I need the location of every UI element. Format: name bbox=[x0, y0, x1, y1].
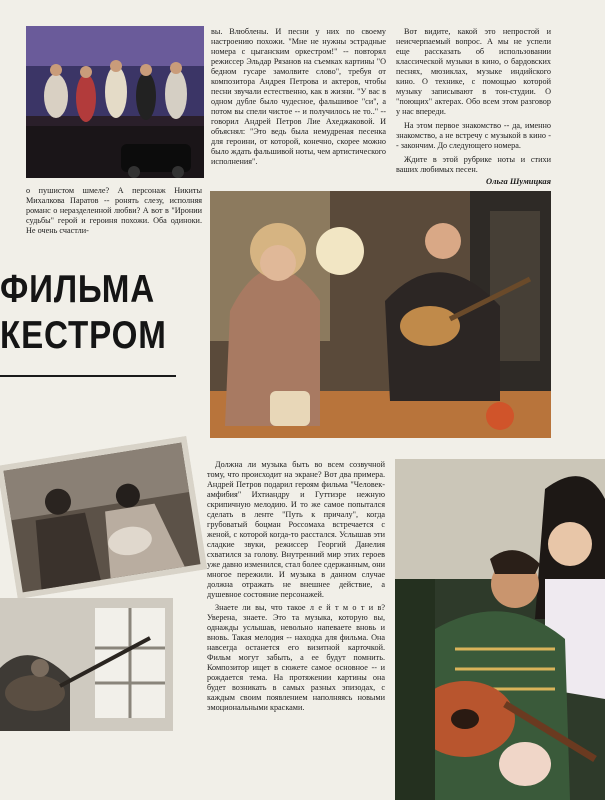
author-signature: Ольга Шумицкая bbox=[485, 176, 551, 186]
headline-line-1: ФИЛЬМА bbox=[0, 268, 156, 311]
paragraph: Вот видите, какой это непростой и неисчерпаемый вопрос. А мы не успели еще рассказать об использовании классической музыки в кино, о бардовских песнях, мюзиклах, музыке индийского кино. О технике, с помощью которой музыку записывают в тон-студии. О "поющих" актерах. Обо всем этом разговор у нас впереди. bbox=[396, 27, 551, 116]
gypsy-musicians-photo bbox=[0, 436, 207, 599]
stage-scene-photo bbox=[26, 26, 204, 178]
headline-line-2: КЕСТРОМ bbox=[0, 314, 167, 357]
article-column-top-right bbox=[396, 27, 551, 175]
hussar-guitar-photo bbox=[395, 459, 605, 800]
guitar-window-photo bbox=[0, 598, 173, 731]
paragraph: Ждите в этой рубрике ноты и стихи ваших любимых песен. bbox=[396, 155, 551, 174]
article-column-left-top bbox=[26, 186, 202, 236]
article-column-top-middle bbox=[211, 27, 386, 167]
paragraph: Должна ли музыка быть во всем созвучной тому, что происходит на экране? Вот два примера. Андрей Петров подарил героям фильма "Человек-амфибия" Ихтиандру и Гуттиэре нежную скрипичную мелодию. И то же самое попытался сделать в ленте "Путь к причалу", когда грубоватый боцман Россомаха встречается с женой, с которой когда-то расстался. Услышав эти сладкие звуки, режиссер Георгий Данелия схватился за голову. Внутренний мир этих героев уже давно изменился, стал более сдержанным, они многое пережили. И музыка в данном случае должна отражать не внешнее действие, а душевное состояние персонажей. bbox=[207, 460, 385, 599]
paragraph: о пушистом шмеле? А персонаж Никиты Михалкова Паратов -- ронять слезу, исполняя романс о неразделенной любви? А вот в "Иронии судьбы" герой и героиня похожи. Оба одиноки. Не очень счастли- bbox=[26, 186, 202, 235]
paragraph: На этом первое знакомство -- да, именно знакомство, а не встречу с музыкой в кино -- закончим. До следующего номера. bbox=[396, 121, 551, 150]
article-column-bottom-middle bbox=[207, 460, 385, 713]
headline-rule bbox=[0, 375, 176, 377]
paragraph: Знаете ли вы, что такое л е й т м о т и в? Уверена, знаете. Это та музыка, которую вы, однажды услышав, невольно напеваете вновь и вновь. Такая мелодия -- находка для фильма. Она навсегда останется его визитной карточкой. Фильм могут забыть, а ее будут помнить. Композитор ищет в сюжете самое основное -- и рождается тема. На протяжении картины она будет возникать в самых разных эпизодах, с каждым своим появлением наполняясь новыми эмоциональными красками. bbox=[207, 603, 385, 712]
guitar-duet-photo bbox=[210, 191, 551, 438]
paragraph: вы. Влюблены. И песни у них по своему настроению похожи. "Мне не нужны эстрадные номера с цыганским оркестром!" -- повторял режиссер Эльдар Рязанов на съемках картины "О бедном гусаре замолвите слово", требуя от композитора Андрея Петрова и актеров, чтобы песни звучали естественно, как в жизни. "У вас в одном дубле было чудесное, фальшивое "си", а потом вы спели чистое -- и получилось не то.." -- говорил Андрей Петров Лие Ахеджаковой. И объяснял: "Это ведь была немудреная песенка для героини, от которой, конечно, скорее можно было ждать фальшивой ноты, чем артистического исполнения". bbox=[211, 27, 386, 166]
